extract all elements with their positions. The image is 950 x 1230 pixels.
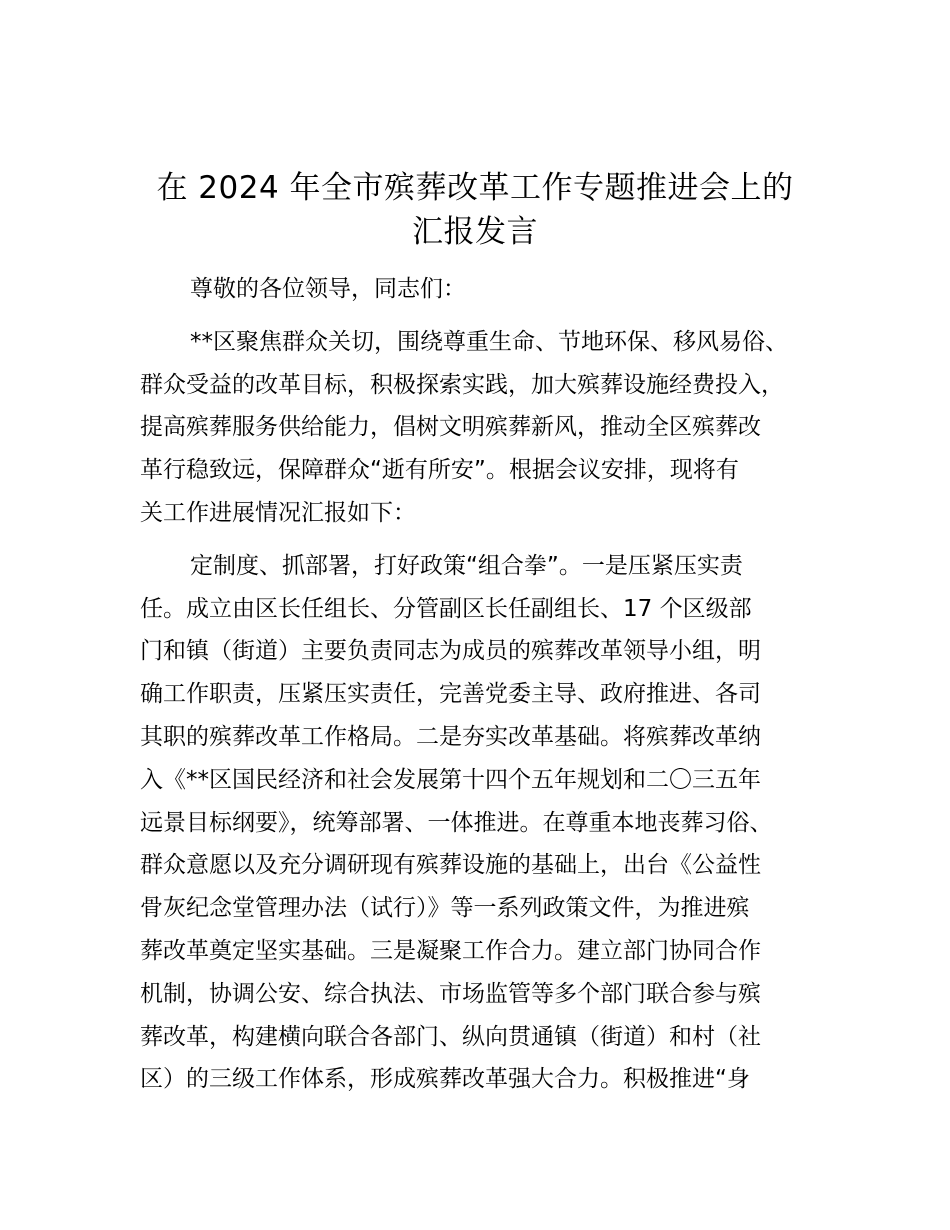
document-title [100,166,850,254]
paragraph-2-line: 葬改革，构建横向联合各部门、纵向贯通镇（街道）和村（社 [140,1023,761,1050]
paragraph-2-line: 门和镇（街道）主要负责同志为成员的殡葬改革领导小组，明 [140,638,761,665]
paragraph-2-line: 骨灰纪念堂管理办法（试行）》等一系列政策文件，为推进殡 [140,895,750,922]
paragraph-2-line: 葬改革奠定坚实基础。三是凝聚工作合力。建立部门协同合作 [140,937,761,964]
paragraph-1-line: **区聚焦群众关切，围绕尊重生命、节地环保、移风易俗、 [190,328,788,355]
paragraph-1-line: 群众受益的改革目标，积极探索实践，加大殡葬设施经费投入， [140,371,784,398]
paragraph-2-line: 确工作职责，压紧压实责任，完善党委主导、政府推进、各司 [140,681,761,708]
paragraph-2-line: 其职的殡葬改革工作格局。二是夯实改革基础。将殡葬改革纳 [140,723,761,750]
document-body [140,268,830,1101]
paragraph-1-line: 关工作进展情况汇报如下： [140,499,416,526]
paragraph-2 [140,545,830,1101]
paragraph-2-line: 远景目标纲要》，统筹部署、一体推进。在尊重本地丧葬习俗、 [140,809,773,836]
paragraph-gap [140,535,830,545]
paragraph-2-line: 群众意愿以及充分调研现有殡葬设施的基础上，出台《公益性 [140,852,761,879]
paragraph-1-line: 提高殡葬服务供给能力，倡树文明殡葬新风，推动全区殡葬改 [140,414,761,441]
title-line-1: 在 2024 年全市殡葬改革工作专题推进会上的 [156,170,794,206]
paragraph-2-line: 入《**区国民经济和社会发展第十四个五年规划和二〇三五年 [140,766,761,793]
title-line-2: 汇报发言 [412,214,538,250]
paragraph-2-line: 任。成立由区长任组长、分管副区长任副组长、17 个区级部 [140,595,752,622]
paragraph-1-line: 革行稳致远，保障群众“逝有所安”。根据会议安排，现将有 [140,457,739,484]
paragraph-2-line: 定制度、抓部署，打好政策“组合拳”。一是压紧压实责 [190,552,743,579]
paragraph-2-line: 机制，协调公安、综合执法、市场监管等多个部门联合参与殡 [140,980,761,1007]
paragraph-2-line: 区）的三级工作体系，形成殡葬改革强大合力。积极推进“身 [140,1066,750,1093]
salutation: 尊敬的各位领导，同志们： [190,276,466,302]
paragraph-gap [140,311,830,321]
paragraph-1 [140,321,830,535]
